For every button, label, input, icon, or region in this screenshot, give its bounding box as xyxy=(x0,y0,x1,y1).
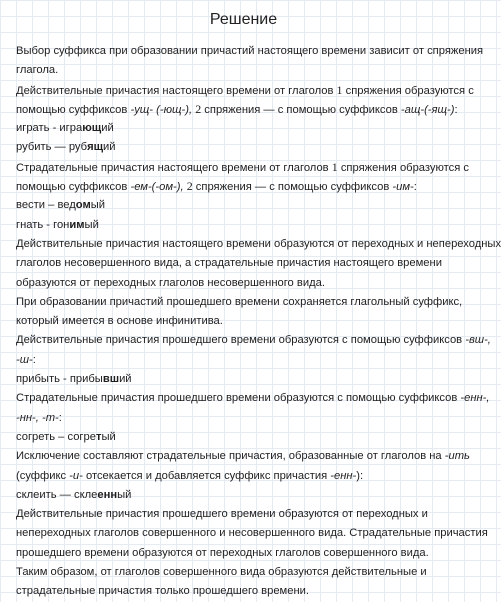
suffix-text: -ить xyxy=(444,450,470,463)
text-fragment: ый xyxy=(101,430,116,443)
text-fragment: (суффикс xyxy=(16,469,70,482)
text-fragment: Действительные причастия настоящего времени от глаголов xyxy=(16,84,337,97)
text-line xyxy=(16,447,471,466)
text-line xyxy=(16,370,471,389)
text-fragment: ый xyxy=(90,199,106,212)
text-line xyxy=(16,274,471,293)
text-fragment: 2 xyxy=(195,101,202,116)
text-fragment: прибыть - прибы xyxy=(16,373,103,386)
text-line xyxy=(16,351,471,370)
text-fragment: вести – вед xyxy=(16,199,76,212)
text-fragment: помощью суффиксов xyxy=(16,181,131,194)
highlighted-suffix: т xyxy=(95,430,102,443)
text-line xyxy=(16,582,471,601)
text-fragment: спряжения образуются с xyxy=(337,161,469,174)
text-fragment: Выбор суффикса при образовании причастий настоящего времени зависит от спряжения xyxy=(16,45,484,57)
text-line xyxy=(16,331,491,350)
text-fragment: : xyxy=(413,181,417,194)
text-line xyxy=(16,524,488,543)
text-line xyxy=(16,389,490,408)
highlighted-suffix: енн xyxy=(97,488,118,501)
suffix-text: -вш-, xyxy=(465,334,491,347)
text-fragment: отсекается и добавляется суффикс причастия xyxy=(82,469,331,482)
text-fragment: спряжения образуются с xyxy=(342,84,474,97)
suffix-text: -и- xyxy=(69,469,83,482)
text-fragment: глаголов несовершенного вида, а страдательные причастия настоящего времени xyxy=(16,257,442,270)
suffix-text: -ем-(-ом-), xyxy=(130,181,184,194)
text-fragment: склеить — скле xyxy=(16,488,98,501)
text-line xyxy=(16,544,471,563)
text-line xyxy=(16,235,501,254)
text-fragment: Действительные причастия прошедшего времени образуются от переходных и xyxy=(16,508,428,521)
text-fragment: согреть – согре xyxy=(16,430,96,443)
text-fragment: Страдательные причастия настоящего времени от глаголов xyxy=(16,161,332,174)
text-line xyxy=(16,42,484,61)
suffix-text: -ш- xyxy=(16,353,33,366)
suffix-text: -ащ-(-ящ-) xyxy=(400,103,455,116)
text-fragment: который имеется в основе инфинитива. xyxy=(16,315,223,328)
highlighted-suffix: ом xyxy=(75,199,91,212)
text-fragment: ий xyxy=(103,141,116,154)
text-fragment: ): xyxy=(356,469,364,482)
text-fragment: Страдательные причастия прошедшего времени образуются с помощью суффиксов xyxy=(16,392,461,405)
text-fragment: 2 xyxy=(186,179,193,194)
text-fragment: прошедшего времени образуются от переходных глаголов совершенного вида. xyxy=(16,546,429,559)
text-fragment: 1 xyxy=(336,82,343,97)
text-fragment: : xyxy=(454,103,458,116)
text-fragment: Таким образом, от глаголов совершенного вида образуются действительные и xyxy=(16,566,427,579)
text-fragment: ый xyxy=(84,218,99,231)
text-line xyxy=(16,293,471,312)
text-fragment: образуются от переходных глаголов несовершенного вида. xyxy=(16,276,325,289)
text-fragment: ый xyxy=(117,488,132,501)
text-fragment: При образовании причастий прошедшего времени сохраняется глагольный суффикс, xyxy=(16,295,463,308)
suffix-text: -ущ- (-ющ-), xyxy=(130,103,193,116)
text-line xyxy=(16,100,471,119)
text-line xyxy=(16,158,471,177)
text-line xyxy=(16,61,471,80)
text-fragment: Действительные причастия настоящего времени образуются от переходных и непереходных xyxy=(16,237,501,250)
suffix-text: -енн-, xyxy=(460,392,490,405)
text-fragment: ий xyxy=(101,122,114,135)
text-fragment: спряжения — с помощью суффиксов xyxy=(192,181,393,194)
text-line xyxy=(16,254,471,273)
text-fragment: : xyxy=(58,411,62,424)
text-line xyxy=(16,467,471,486)
text-fragment: ий xyxy=(119,373,132,386)
text-fragment: Исключение составляют страдательные причастия, образованные от глаголов на xyxy=(16,450,445,463)
text-line xyxy=(16,177,471,196)
text-line xyxy=(16,563,471,582)
text-fragment: спряжения — с помощью суффиксов xyxy=(201,103,401,116)
text-fragment: глагола. xyxy=(16,64,59,77)
text-fragment: : xyxy=(32,353,36,366)
text-line xyxy=(16,505,471,524)
text-fragment: рубить — руб xyxy=(16,141,88,154)
text-fragment: гнать - гон xyxy=(16,218,70,231)
suffix-text: -енн- xyxy=(330,469,357,482)
text-fragment: 1 xyxy=(331,159,338,174)
highlighted-suffix: вш xyxy=(102,373,120,386)
suffix-text: -им- xyxy=(392,181,414,194)
suffix-text: -нн-, -т- xyxy=(16,411,59,424)
text-line xyxy=(16,428,471,447)
page-title: Решение xyxy=(209,11,278,28)
text-fragment: играть - игра xyxy=(16,122,83,135)
solution-text xyxy=(16,42,501,602)
text-fragment: помощью суффиксов xyxy=(16,103,131,116)
highlighted-suffix: ющ xyxy=(82,122,102,135)
text-line xyxy=(16,196,471,215)
text-line xyxy=(16,409,471,428)
text-line xyxy=(16,312,471,331)
highlighted-suffix: ящ xyxy=(87,141,104,154)
text-fragment: страдательные причастия только прошедшего времени. xyxy=(16,585,309,598)
text-line xyxy=(16,81,474,100)
text-line xyxy=(16,138,471,157)
text-fragment: непереходных глаголов совершенного и несовершенного вида. Страдательные причастия xyxy=(16,527,488,540)
text-fragment: Действительные причастия прошедшего времени образуются с помощью суффиксов xyxy=(16,334,466,347)
highlighted-suffix: им xyxy=(69,218,85,231)
text-line xyxy=(16,119,471,138)
text-line xyxy=(16,216,471,235)
text-line xyxy=(16,486,471,505)
